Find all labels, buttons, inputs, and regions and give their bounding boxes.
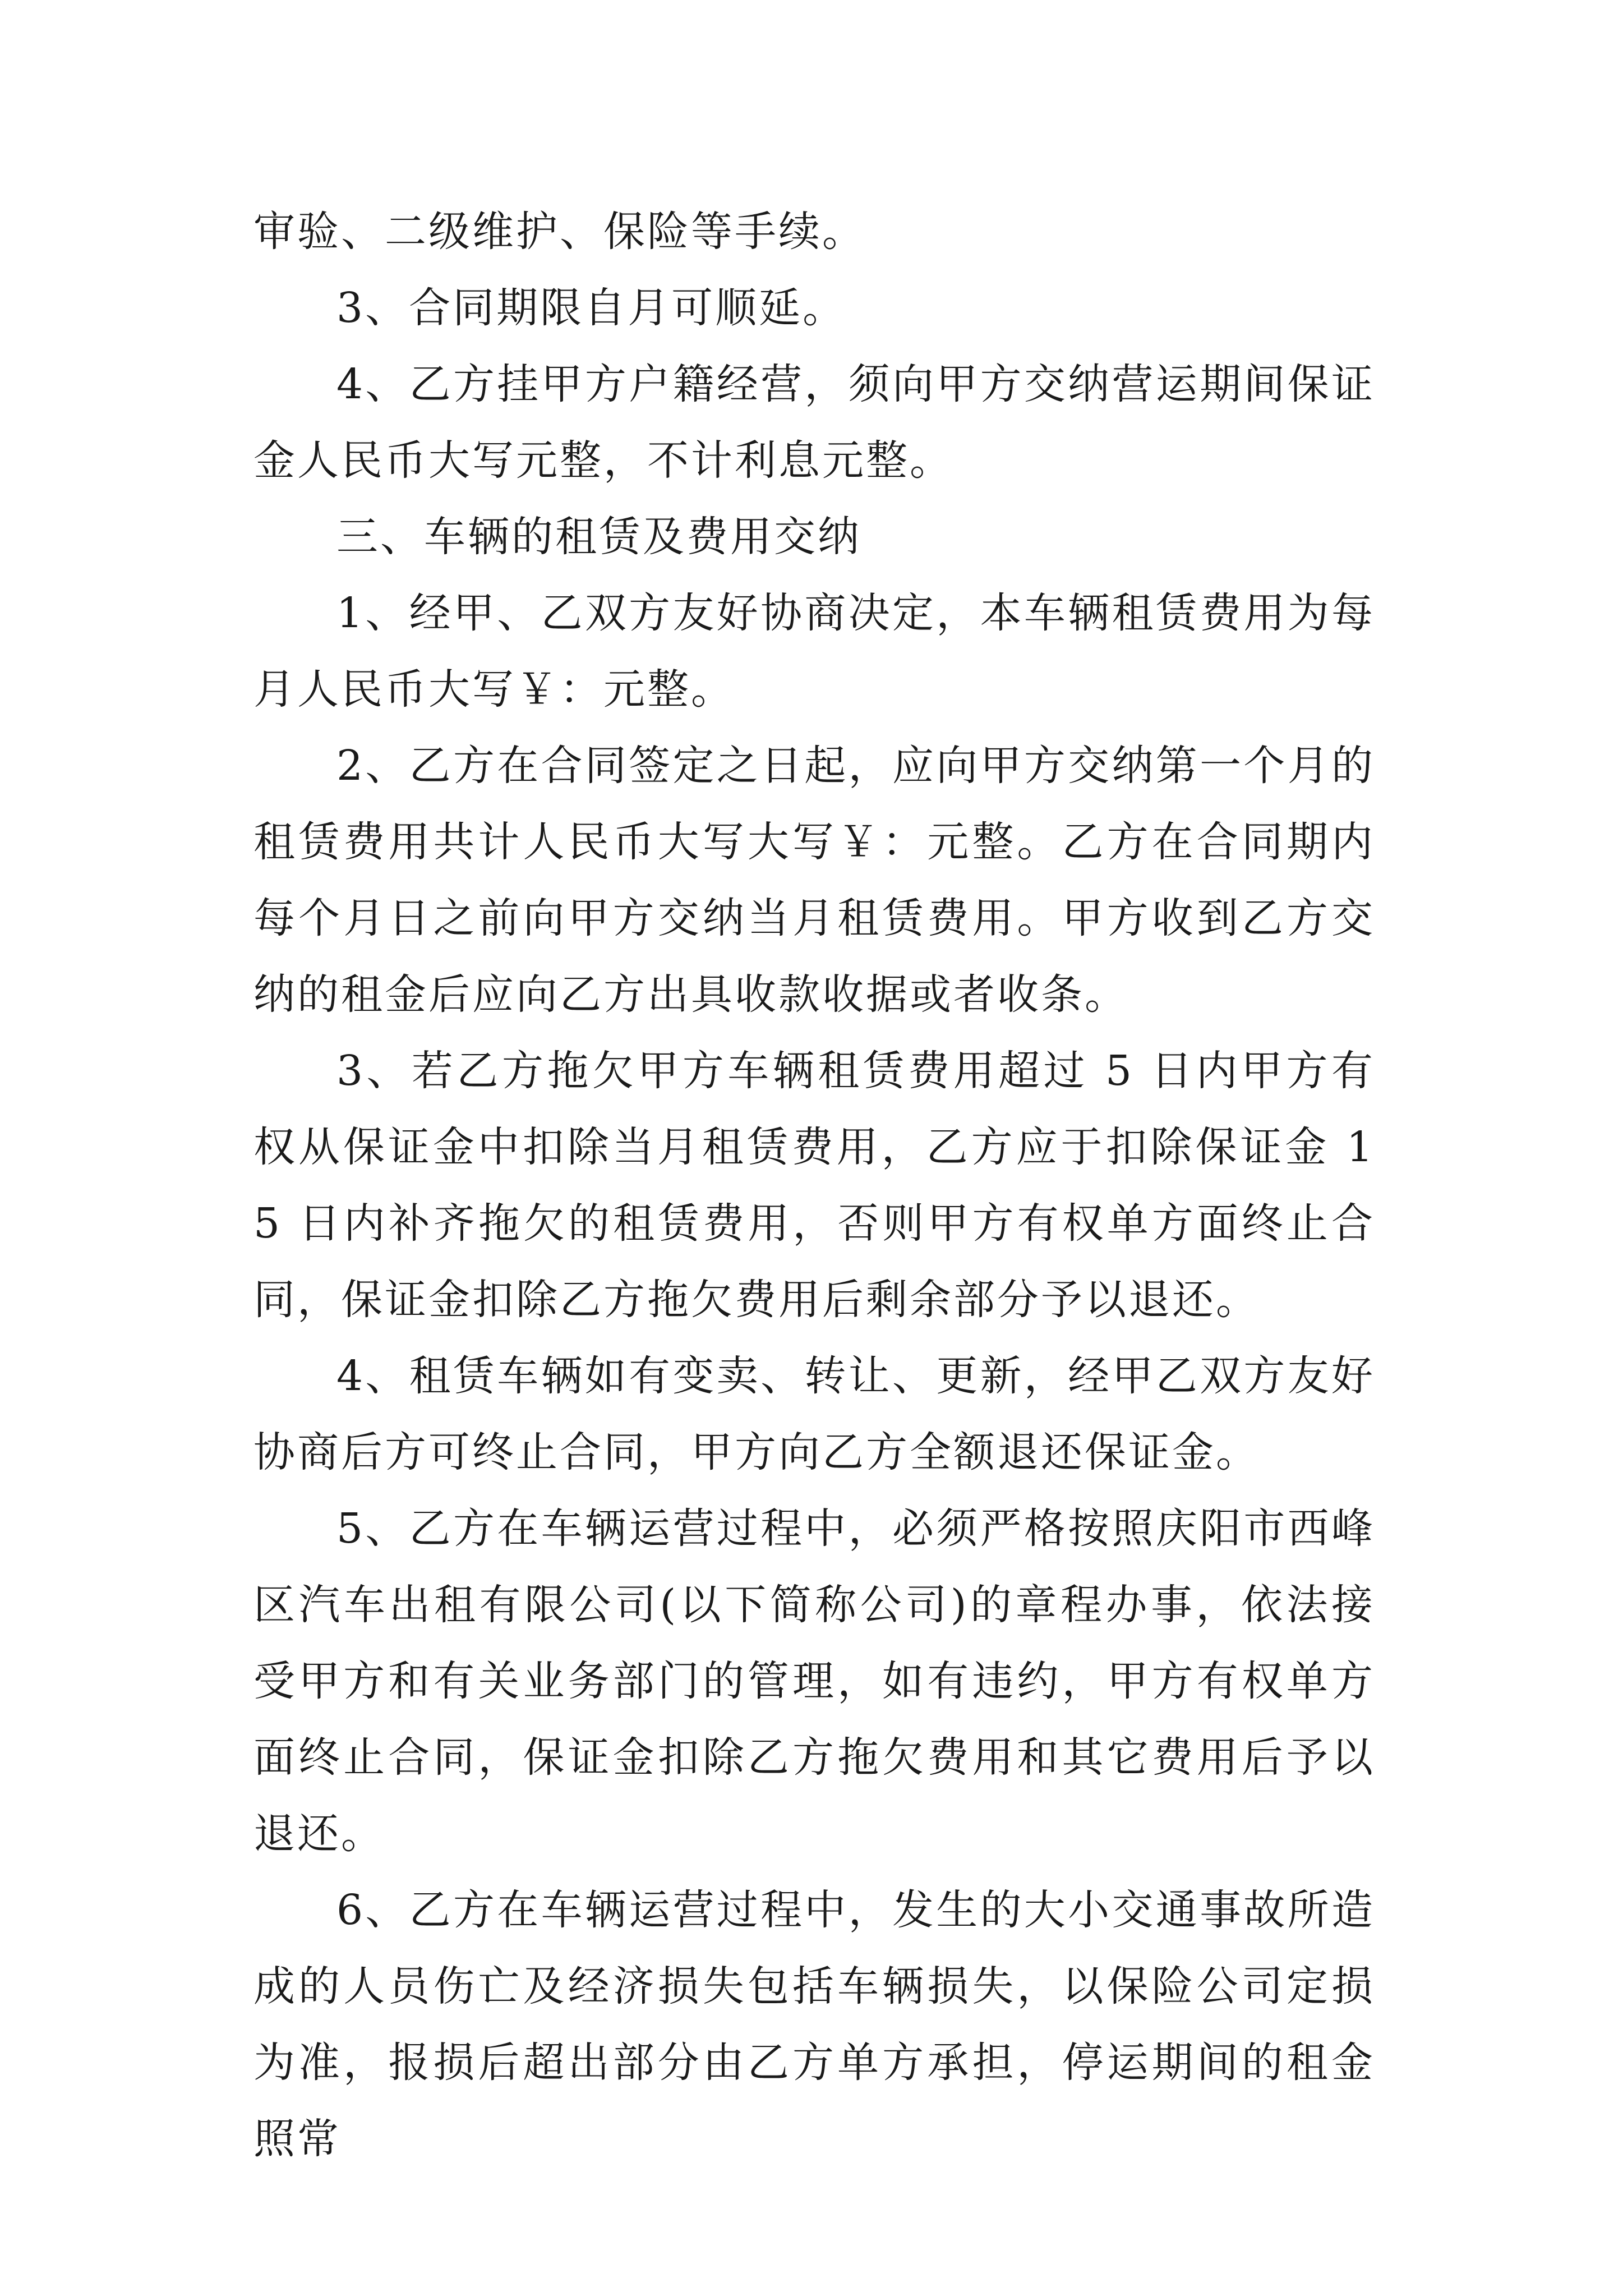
paragraph-deposit: 4、乙方挂甲方户籍经营，须向甲方交纳营运期间保证金人民币大写元整，不计利息元整。: [253, 360, 1375, 485]
paragraph-late-payment: 3、若乙方拖欠甲方车辆租赁费用超过 5 日内甲方有权从保证金中扣除当月租赁费用，乙方应于扣除保证金 15 日内补齐拖欠的租赁费用，否则甲方有权单方面终止合同，保证金扣除乙方拖欠费用后剩余部分予以退还。: [253, 1047, 1375, 1324]
document-body: [253, 194, 1375, 2177]
paragraph-monthly-fee: 1、经甲、乙双方友好协商决定，本车辆租赁费用为每月人民币大写￥：元整。: [253, 589, 1375, 714]
paragraph-accidents: 6、乙方在车辆运营过程中，发生的大小交通事故所造成的人员伤亡及经济损失包括车辆损失，以保险公司定损为准，报损后超出部分由乙方单方承担，停运期间的租金照常: [253, 1886, 1375, 2163]
paragraph-continuation: 审验、二级维护、保险等手续。: [253, 208, 866, 256]
paragraph-company-rules: 5、乙方在车辆运营过程中，必须严格按照庆阳市西峰区汽车出租有限公司(以下简称公司)的章程办事，依法接受甲方和有关业务部门的管理，如有违约，甲方有权单方面终止合同，保证金扣除乙方拖欠费用和其它费用后予以退还。: [253, 1504, 1375, 1858]
paragraph-first-payment: 2、乙方在合同签定之日起，应向甲方交纳第一个月的租赁费用共计人民币大写大写￥：元整。乙方在合同期内每个月日之前向甲方交纳当月租赁费用。甲方收到乙方交纳的租金后应向乙方出具收款收据或者收条。: [253, 742, 1375, 1019]
paragraph-vehicle-transfer: 4、租赁车辆如有变卖、转让、更新，经甲乙双方友好协商后方可终止合同，甲方向乙方全额退还保证金。: [253, 1352, 1375, 1476]
paragraph-contract-term: 3、合同期限自月可顺延。: [336, 284, 847, 332]
section-heading-rental-fees: 三、车辆的租赁及费用交纳: [336, 513, 861, 561]
